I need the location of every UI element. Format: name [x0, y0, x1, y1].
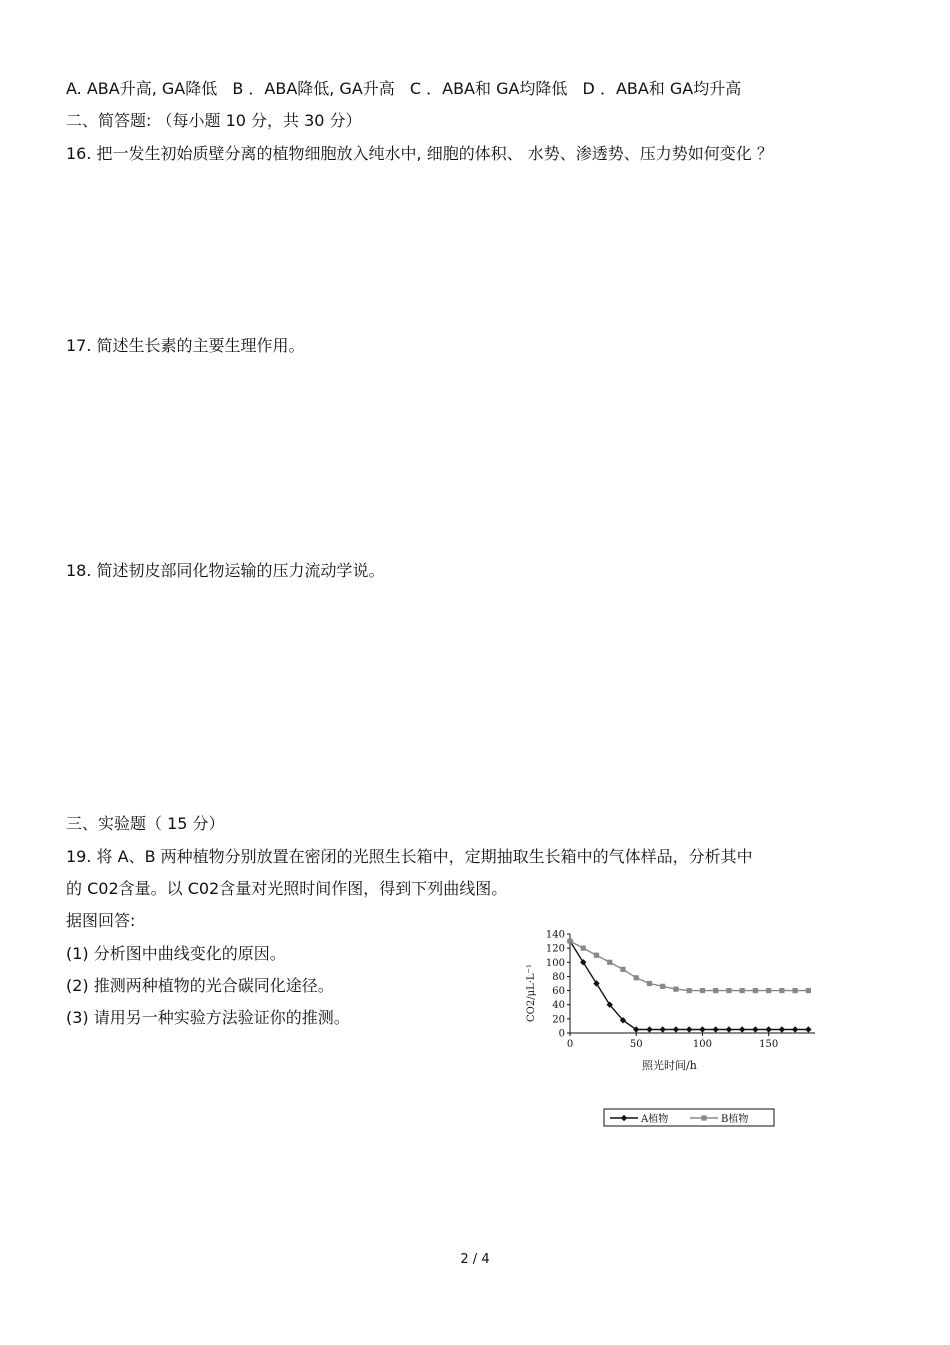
y-tick-label: 140: [545, 929, 565, 941]
data-point-b: [647, 981, 652, 986]
data-point-a: [739, 1026, 745, 1032]
data-point-a: [765, 1026, 771, 1032]
data-point-a: [621, 1115, 627, 1121]
question-19-line2: 的 C02含量。以 C02含量对光照时间作图，得到下列曲线图。: [66, 879, 508, 898]
data-point-a: [792, 1026, 798, 1032]
question-17: 17. 简述生长素的主要生理作用。: [66, 336, 305, 355]
chart-legend: [604, 1109, 774, 1126]
data-point-a: [752, 1026, 758, 1032]
section3-title: 三、实验题（ 15 分）: [66, 814, 225, 833]
data-point-a: [805, 1026, 811, 1032]
x-axis-label: 照光时间/h: [642, 1059, 697, 1072]
data-point-b: [806, 988, 811, 993]
data-point-a: [660, 1026, 666, 1032]
section2-title: 二、简答题: （每小题 10 分，共 30 分）: [66, 111, 362, 130]
question-18: 18. 简述韧皮部同化物运输的压力流动学说。: [66, 561, 385, 580]
x-tick-label: 0: [566, 1039, 574, 1050]
data-point-b: [740, 988, 745, 993]
data-point-a: [779, 1026, 785, 1032]
y-tick-label: 20: [552, 1014, 565, 1026]
co2-line-chart: [526, 922, 840, 1132]
data-point-b: [660, 984, 665, 989]
data-point-b: [607, 960, 612, 965]
data-point-a: [712, 1026, 718, 1032]
option-b: B ．ABA降低, GA升高: [232, 79, 395, 98]
data-point-a: [593, 980, 599, 986]
mc-options-line: [66, 78, 751, 100]
chart-series: [567, 938, 812, 1033]
question-19-sub2: (2) 推测两种植物的光合碳同化途径。: [66, 976, 334, 995]
question-19-prompt: 据图回答:: [66, 911, 136, 930]
legend-label-b: B植物: [721, 1114, 749, 1125]
x-tick-label: 150: [759, 1039, 779, 1050]
data-point-b: [687, 988, 692, 993]
data-point-b: [634, 975, 639, 980]
data-point-b: [779, 988, 784, 993]
data-point-b: [673, 987, 678, 992]
question-19-sub3: (3) 请用另一种实验方法验证你的推测。: [66, 1008, 350, 1027]
data-point-a: [726, 1026, 732, 1032]
y-axis-label: CO2/μL·L⁻¹: [526, 964, 537, 1022]
x-tick-label: 100: [692, 1039, 712, 1050]
question-19-line1: 19. 将 A、B 两种植物分别放置在密闭的光照生长箱中，定期抽取生长箱中的气体样品，分析其中: [66, 847, 753, 866]
data-point-b: [793, 988, 798, 993]
option-a: A. ABA升高, GA降低: [66, 79, 218, 98]
data-point-a: [699, 1026, 705, 1032]
data-point-b: [700, 988, 705, 993]
data-point-b: [620, 967, 625, 972]
y-tick-label: 120: [545, 943, 565, 955]
option-d: D ．ABA和 GA均升高: [582, 79, 742, 98]
y-tick-label: 60: [552, 986, 565, 998]
x-tick-label: 50: [629, 1039, 643, 1050]
y-tick-label: 100: [545, 957, 565, 969]
data-point-b: [766, 988, 771, 993]
data-point-a: [673, 1026, 679, 1032]
data-point-b: [753, 988, 758, 993]
option-c: C ．ABA和 GA均降低: [409, 79, 568, 98]
question-16: 16. 把一发生初始质壁分离的植物细胞放入纯水中, 细胞的体积、 水势、渗透势、压力势如何变化 ？: [66, 144, 773, 163]
question-19-sub1: (1) 分析图中曲线变化的原因。: [66, 944, 286, 963]
y-tick-label: 0: [558, 1028, 565, 1040]
data-point-b: [567, 938, 572, 943]
data-point-b: [594, 953, 599, 958]
data-point-b: [726, 988, 731, 993]
series-a-line: [570, 941, 808, 1029]
data-point-b: [713, 988, 718, 993]
series-b-line: [570, 941, 808, 991]
legend-label-a: A植物: [641, 1114, 669, 1125]
y-tick-label: 40: [552, 1000, 565, 1012]
data-point-b: [581, 946, 586, 951]
y-tick-label: 80: [552, 971, 565, 983]
data-point-a: [686, 1026, 692, 1032]
page-number: 2 / 4: [460, 1252, 490, 1267]
data-point-b: [701, 1115, 706, 1120]
data-point-a: [646, 1026, 652, 1032]
